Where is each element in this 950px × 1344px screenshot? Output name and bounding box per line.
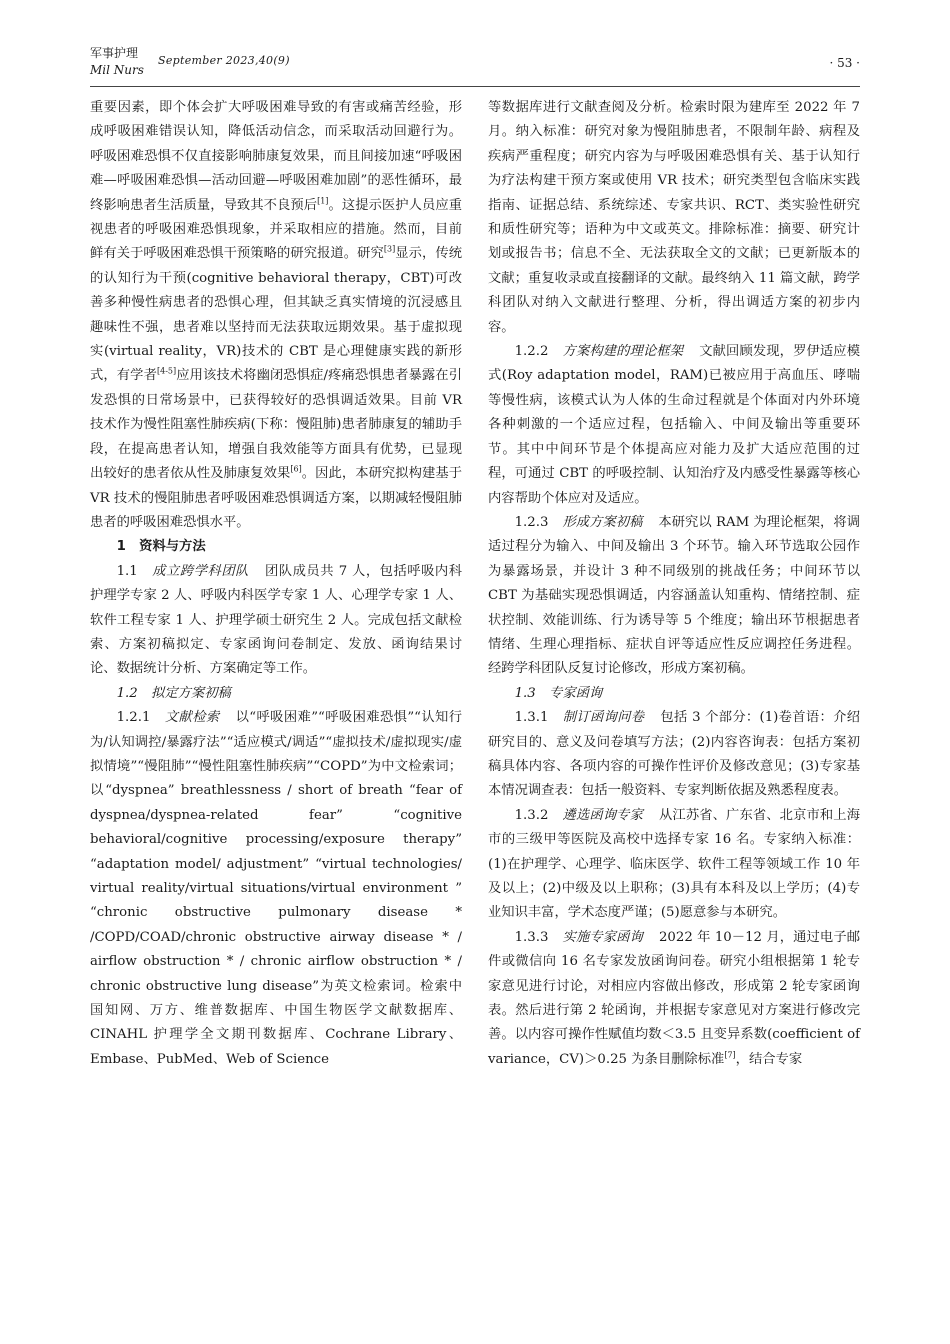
continued-paragraph: 等数据库进行文献查阅及分析。检索时限为建库至 2022 年 7 月。纳入标准：研究对象为慢阻肺患者，不限制年龄、病程及疾病严重程度；研究内容为与呼吸困难恐惧有关、基于认知行为疗法构建干预方案或使用 VR 技术；研究类型包含临床实践指南、证据总结、系统综述、专家共识、RCT、类实验性研究和质性研究等；语种为中文或英文。排除标准：摘要、研究计划或报告书；信息不全、无法获取全文的文献；已更新版本的文献；重复收录或直接翻译的文献。最终纳入 11 篇文献，跨学科团队对纳入文献进行整理、分析，得出调适方案的初步内容。 — [488, 100, 860, 335]
issue-date: September 2023,40(9) — [158, 54, 290, 67]
journal-name-cn: 军事护理 — [90, 46, 139, 60]
citation: [6] — [290, 464, 302, 474]
section-heading: 1 资料与方法 — [116, 539, 206, 555]
subsection-1-2-3: 1.2.3 形成方案初稿 本研究以 RAM 为理论框架，将调适过程分为输入、中间及输出 3 个环节。输入环节选取公园作为暴露场景，并设计 3 种不同级别的挑战任务；中间环节以 CBT 为基础实现恐惧调适，内容涵盖认知重构、情绪控制、症状控制、效能训练、行为诱导等 5 个维度；输出环节根据患者情绪、生理心理指标、症状自评等适应性反应调控任务进程。经跨学科团队反复讨论修改，形成方案初稿。 — [488, 514, 860, 677]
running-header — [90, 44, 860, 84]
header-rule — [90, 86, 860, 87]
subsection-1-1: 1.1 成立跨学科团队 团队成员共 7 人，包括呼吸内科护理学专家 2 人、呼吸内科医学专家 1 人、心理学专家 1 人、软件工程专家 1 人、护理学硕士研究生 2 人。完成包括文献检索、方案初稿拟定、专家函询问卷制定、发放、函询结果讨论、数据统计分析、方案确定等工作。 — [90, 563, 463, 677]
subsection-1-3-3: 1.3.3 实施专家函询 2022 年 10－12 月，通过电子邮件或微信向 16 名专家发放函询问卷。研究小组根据第 1 轮专家意见进行讨论，对相应内容做出修改，形成第 2 轮专家函询表。然后进行第 2 轮函询，并根据专家意见对方案进行修改完善。以内容可操作性赋值均数＜3.5 且变异系数(coefficient of variance，CV)＞0.25 为条目删除标准[7]，结合专家 — [488, 929, 861, 1067]
subsection-heading-1-2: 1.2 拟定方案初稿 — [116, 685, 231, 701]
page-number: · 53 · — [829, 56, 860, 70]
intro-paragraph: 重要因素，即个体会扩大呼吸困难导致的有害或痛苦经验，形成呼吸困难错误认知，降低活动信念，而采取活动回避行为。呼吸困难恐惧不仅直接影响肺康复效果，而且间接加速“呼吸困难—呼吸困难恐惧—活动回避—呼吸困难加剧”的恶性循环，最终影响患者生活质量，导致其不良预后[1]。这提示医护人员应重视患者的呼吸困难恐惧现象，并采取相应的措施。然而，目前鲜有关于呼吸困难恐惧干预策略的研究报道。研究[3]显示，传统的认知行为干预(cognitive behavioral therapy，CBT)可改善多种慢性病患者的恐惧心理，但其缺乏真实情境的沉浸感且趣味性不强，患者难以坚持而无法获取远期效果。基于虚拟现实(virtual reality，VR)技术的 CBT 是心理健康实践的新形式，有学者[4-5]应用该技术将幽闭恐惧症/疼痛恐惧患者暴露在引发恐惧的日常场景中，已获得较好的恐惧调适效果。目前 VR 技术作为慢性阻塞性肺疾病(下称：慢阻肺)患者肺康复的辅助手段，在提高患者认知，增强自我效能等方面具有优势，已显现出较好的患者依从性及肺康复效果[6]。因此，本研究拟构建基于 VR 技术的慢阻肺患者呼吸困难恐惧调适方案，以期减轻慢阻肺患者的呼吸困难恐惧水平。 — [90, 100, 463, 530]
subsection-heading-1-3: 1.3 专家函询 — [514, 685, 603, 701]
journal-name-en: Mil Nurs — [90, 63, 144, 77]
citation: [1] — [317, 196, 329, 206]
subsection-1-2-1: 1.2.1 文献检索 以“呼吸困难”“呼吸困难恐惧”“认知行为/认知调控/暴露疗法”“适应模式/调适”“虚拟技术/虚拟现实/虚拟情境”“慢阻肺”“慢性阻塞性肺疾病”“COPD”为中文检索词；以“dyspnea” breathlessness / short of breath “fear of dyspnea/dyspnea-related fear” “cognitive behavioral/cognitive processing/exposure therapy” “adaptation model/ adjustment” “virtual technologies/ virtual reality/virtual situations/virtual environment ” “chronic obstructive pulmonary disease * /COPD/COAD/chronic obstructive airway disease * / airflow obstruction * / chronic airflow obstruction * / chronic obstructive lung disease”为英文检索词。检索中国知网、万方、维普数据库、中国生物医学文献数据库、CINAHL 护理学全文期刊数据库、Cochrane Library、Embase、PubMed、Web of Science — [90, 710, 463, 1067]
citation: [7] — [724, 1050, 736, 1060]
subsection-1-3-2: 1.3.2 遴选函询专家 从江苏省、广东省、北京市和上海市的三级甲等医院及高校中选择专家 16 名。专家纳入标准：(1)在护理学、心理学、临床医学、软件工程等领域工作 10 年及以上；(2)中级及以上职称；(3)具有本科及以上学历；(4)专业知识丰富，学术态度严谨；(5)愿意参与本研究。 — [488, 807, 861, 921]
citation: [3] — [383, 245, 396, 255]
left-column — [90, 96, 462, 1072]
right-column — [488, 96, 860, 1072]
subsection-1-2-2: 1.2.2 方案构建的理论框架 文献回顾发现，罗伊适应模式(Roy adaptation model，RAM)已被应用于高血压、哮喘等慢性病，该模式认为人体的生命过程就是个体面对内外环境各种刺激的一个适应过程，包括输入、中间及输出等重要环节。其中中间环节是个体提高应对能力及扩大适应范围的过程，可通过 CBT 的呼吸控制、认知治疗及内感受性暴露等核心内容帮助个体应对及适应。 — [488, 344, 861, 506]
citation: [4-5] — [156, 367, 177, 377]
subsection-1-3-1: 1.3.1 制订函询问卷 包括 3 个部分：(1)卷首语：介绍研究目的、意义及问卷填写方法；(2)内容咨询表：包括方案初稿具体内容、各项内容的可操作性评价及修改意见；(3)专家基本情况调查表：包括一般资料、专家判断依据及熟悉程度表。 — [488, 710, 860, 799]
